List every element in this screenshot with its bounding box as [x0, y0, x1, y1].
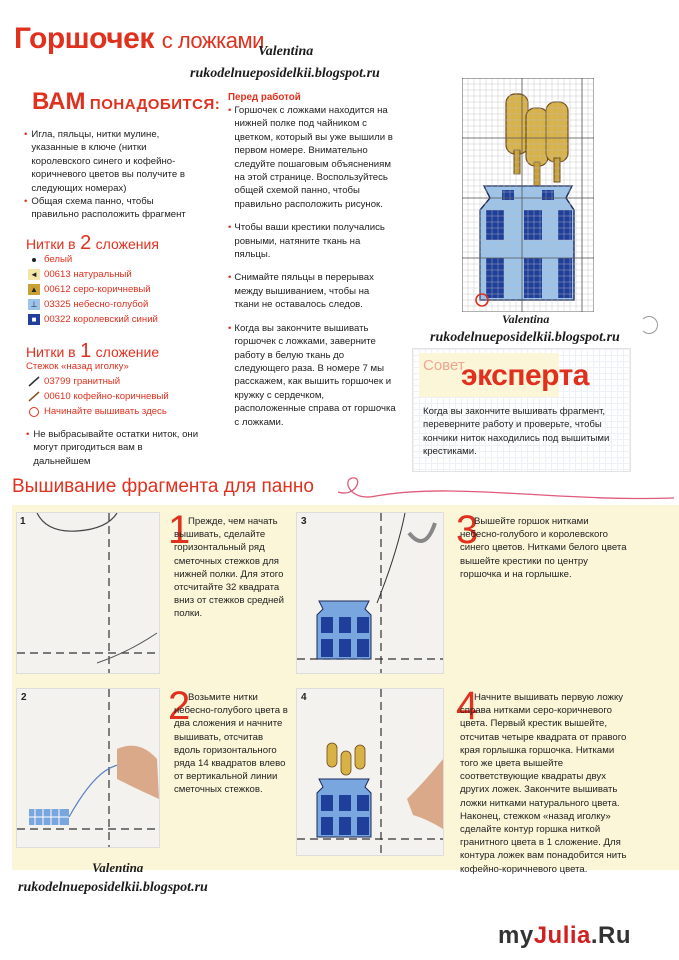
pot-blue-block	[524, 210, 542, 240]
legend-row	[28, 312, 158, 327]
threads-note-text: Не выбрасывайте остатки ниток, они могут пригодиться вам в дальнейшем	[33, 429, 199, 467]
before-title: Перед работой	[228, 92, 301, 103]
brand-logo	[498, 922, 631, 950]
section-swirl	[336, 468, 676, 508]
step-photo-3	[296, 512, 444, 674]
step-photo-2	[16, 688, 160, 848]
pot-blue-block	[339, 817, 351, 835]
step-number-badge: 3	[301, 516, 307, 527]
step-1-illustration	[17, 513, 159, 673]
triangle-left-icon: ◄	[28, 269, 40, 280]
pot-blue-block	[339, 617, 351, 633]
diagonal-line-brown-icon	[28, 391, 40, 402]
threads1-title-a: Нитки в	[26, 344, 76, 360]
pot-blue-block	[339, 795, 351, 811]
cross-stitch-chart	[462, 78, 594, 312]
threads1-subtitle: Стежок «назад иголку»	[26, 361, 129, 372]
before-para: • Горшочек с ложками находится на нижней полке под чайником с цветком, который вы уже вышили в первом номере. Внимательно следуйте пошаговым объяснениям на этой странице. Воспользуйтесь общей схемой панно, чтобы правильно расположить рисунок.	[228, 104, 396, 211]
legend-label: 00610 кофейно-коричневый	[44, 391, 169, 402]
needs-item-text: Общая схема панно, чтобы правильно расположить фрагмент	[31, 196, 186, 221]
step-number-badge: 4	[301, 692, 307, 703]
brand-part-2: Julia	[533, 922, 591, 949]
legend-label: 03799 гранитный	[44, 376, 121, 387]
legend-row	[28, 282, 158, 297]
circle-icon	[28, 406, 40, 417]
threads-note: • Не выбрасывайте остатки ниток, они могут пригодиться вам в дальнейшем	[26, 428, 202, 468]
pot-blue-block	[321, 817, 333, 835]
step-text: Прежде, чем начать вышивать, сделайте горизонтальный ряд сметочных стежков для нижней полки. Для этого отсчитайте 32 квадрата вниз от стежков средней полки.	[174, 516, 284, 620]
step-big-number: 3	[456, 508, 479, 552]
diagonal-line-dark-icon	[28, 376, 40, 387]
pot-blue-block	[357, 817, 369, 835]
before-para-text: Чтобы ваши крестики получались ровными, натяните ткань на пяльцы.	[234, 222, 385, 261]
brand-part-3: .Ru	[590, 922, 632, 949]
step-text: Возьмите нитки небесно-голубого цвета в два сложения и начните вышивать, отсчитав вдоль горизонтального ряда 14 квадратов влево от вертикальной линии сметочных стежков.	[174, 692, 288, 796]
pot-blue-block	[486, 210, 504, 240]
spoon-head	[355, 745, 365, 769]
threads2-legend	[28, 252, 158, 327]
needs-list	[24, 128, 202, 222]
step-big-number: 4	[456, 684, 479, 728]
page-title-sub: с ложками	[161, 28, 264, 53]
square-icon: ■	[28, 314, 40, 325]
brand-part-1: my	[498, 922, 534, 949]
spoon-head	[341, 751, 351, 775]
before-para-text: Когда вы закончите вышивать горшочек с ложками, заверните работу в белую ткань до следующего раза. В номере 7 мы расскажем, как вышить горшочек и кружку с сердечком, расположенные справа от горшочка с ложками.	[234, 322, 396, 428]
expert-tip-box	[412, 348, 631, 472]
needs-title-small: ПОНАДОБИТСЯ:	[89, 96, 221, 113]
before-para-text: Снимайте пяльцы в перерывах между вышиванием, чтобы на ткани не оставалось следов.	[234, 272, 374, 311]
section-title: Вышивание фрагмента для панно	[12, 476, 314, 497]
legend-row	[28, 374, 169, 389]
pot-blue-block	[321, 639, 333, 657]
legend-row	[28, 297, 158, 312]
expert-text: Когда вы закончите вышивать фрагмент, переверните работу и проверьте, чтобы кончики ниток находились под вышитыми крестиками.	[423, 406, 610, 458]
threads1-title-b: сложение	[95, 344, 160, 360]
pot-blue-block	[357, 795, 369, 811]
step-text: Начните вышивать первую ложку справа нитками серо-коричневого цвета. Первый крестик вышейте, отсчитав четыре квадрата от правого края горлышка горшочка. Нитками того же цвета вышейте соответствующие квадраты двух других ложек. Закончите вышивать ложки нитками натурального цвета. Наконец, стежком «назад иголку» сделайте контур горшка ниткой гранитного цвета в 1 сложение. Для контура ложек вам понадобится нить кофейно-коричневого цвета.	[460, 692, 627, 875]
watermark-blog: rukodelnueposidelkii.blogspot.ru	[190, 66, 380, 81]
needs-title-big: ВАМ	[32, 88, 86, 115]
watermark-name: Valentina	[258, 44, 314, 59]
threads2-title-b: сложения	[95, 236, 159, 252]
pot-blue-block	[321, 617, 333, 633]
step-2-illustration	[17, 689, 159, 847]
before-para: • Снимайте пяльцы в перерывах между вышиванием, чтобы на ткани не оставалось следов.	[228, 271, 396, 311]
spoon-head	[526, 108, 548, 166]
step-4-illustration	[297, 689, 443, 855]
watermark-blog-3: rukodelnueposidelkii.blogspot.ru	[18, 880, 208, 895]
pot-blue-block	[339, 639, 351, 657]
step-photo-1	[16, 512, 160, 674]
watermark-name-3: Valentina	[92, 860, 144, 875]
legend-label: 03325 небесно-голубой	[44, 299, 149, 310]
step-number-badge: 1	[20, 516, 26, 527]
spoon-head	[327, 743, 337, 767]
dot-icon	[28, 254, 40, 265]
legend-row	[28, 252, 158, 267]
watermark-blog-2: rukodelnueposidelkii.blogspot.ru	[430, 330, 620, 345]
page-title	[14, 22, 264, 56]
threads1-heading	[26, 340, 159, 363]
expert-label-small: Совет	[423, 357, 465, 374]
legend-row	[28, 389, 169, 404]
threads1-legend	[28, 374, 169, 419]
threads2-title-a: Нитки в	[26, 236, 76, 252]
watermark-name-2: Valentina	[502, 312, 550, 326]
before-para: • Чтобы ваши крестики получались ровными, натяните ткань на пяльцы.	[228, 221, 396, 261]
spoon-handle	[554, 158, 560, 182]
before-work	[228, 92, 396, 429]
before-para: • Когда вы закончите вышивать горшочек с ложками, заверните работу в белую ткань до следующего раза. В номере 7 мы расскажем, как вышить горшочек и кружку с сердечком, расположенные справа от горшочка с ложками.	[228, 322, 396, 428]
step-number-badge: 2	[21, 692, 27, 703]
chart-svg	[462, 78, 594, 312]
page-title-main: Горшочек	[14, 22, 154, 55]
legend-label: 00613 натуральный	[44, 269, 132, 280]
legend-row	[28, 267, 158, 282]
threads1-num: 1	[80, 340, 92, 362]
legend-label: 00322 королевский синий	[44, 314, 158, 325]
triangle-up-icon: ▲	[28, 284, 40, 295]
step-big-number: 2	[168, 684, 191, 728]
before-para-text: Горшочек с ложками находится на нижней полке под чайником с цветком, который вы уже вышили в первом номере. Внимательно следуйте пошаговым объяснениям на этой странице. Воспользуйтесь общей схемой панно, чтобы правильно расположить рисунок.	[234, 105, 393, 210]
legend-label: Начинайте вышивать здесь	[44, 406, 167, 417]
pot-blue-block	[357, 617, 369, 633]
needs-heading	[32, 88, 220, 116]
pot-blue-block	[357, 639, 369, 657]
binder-hole	[640, 316, 658, 334]
legend-row	[28, 404, 169, 419]
pot-blue-block	[321, 795, 333, 811]
needs-item: • Игла, пяльцы, нитки мулине, указанные в ключе (нитки королевского синего и кофейно-коричневого цветов вы получите в следующих номерах)	[24, 128, 202, 195]
step-big-number: 1	[168, 508, 191, 552]
legend-label: 00612 серо-коричневый	[44, 284, 151, 295]
legend-label: белый	[44, 254, 73, 265]
needs-item: • Общая схема панно, чтобы правильно расположить фрагмент	[24, 195, 202, 222]
step-photo-4	[296, 688, 444, 856]
step-3-illustration	[297, 513, 443, 673]
needs-item-text: Игла, пяльцы, нитки мулине, указанные в ключе (нитки королевского синего и кофейно-коричневого цветов вы получите в следующих номерах)	[31, 129, 185, 194]
perpendicular-icon: ⊥	[28, 299, 40, 310]
pot-blue-block	[502, 190, 514, 200]
spoon-head	[506, 94, 528, 154]
step-text: Вышейте горшок нитками небесно-голубого и королевского синего цветов. Нитками белого цвета вышейте крестики по центру горшочка и на горлышке.	[460, 516, 627, 580]
threads2-num: 2	[80, 232, 92, 254]
pot-blue-block	[542, 190, 554, 200]
expert-label-big: эксперта	[461, 359, 589, 392]
